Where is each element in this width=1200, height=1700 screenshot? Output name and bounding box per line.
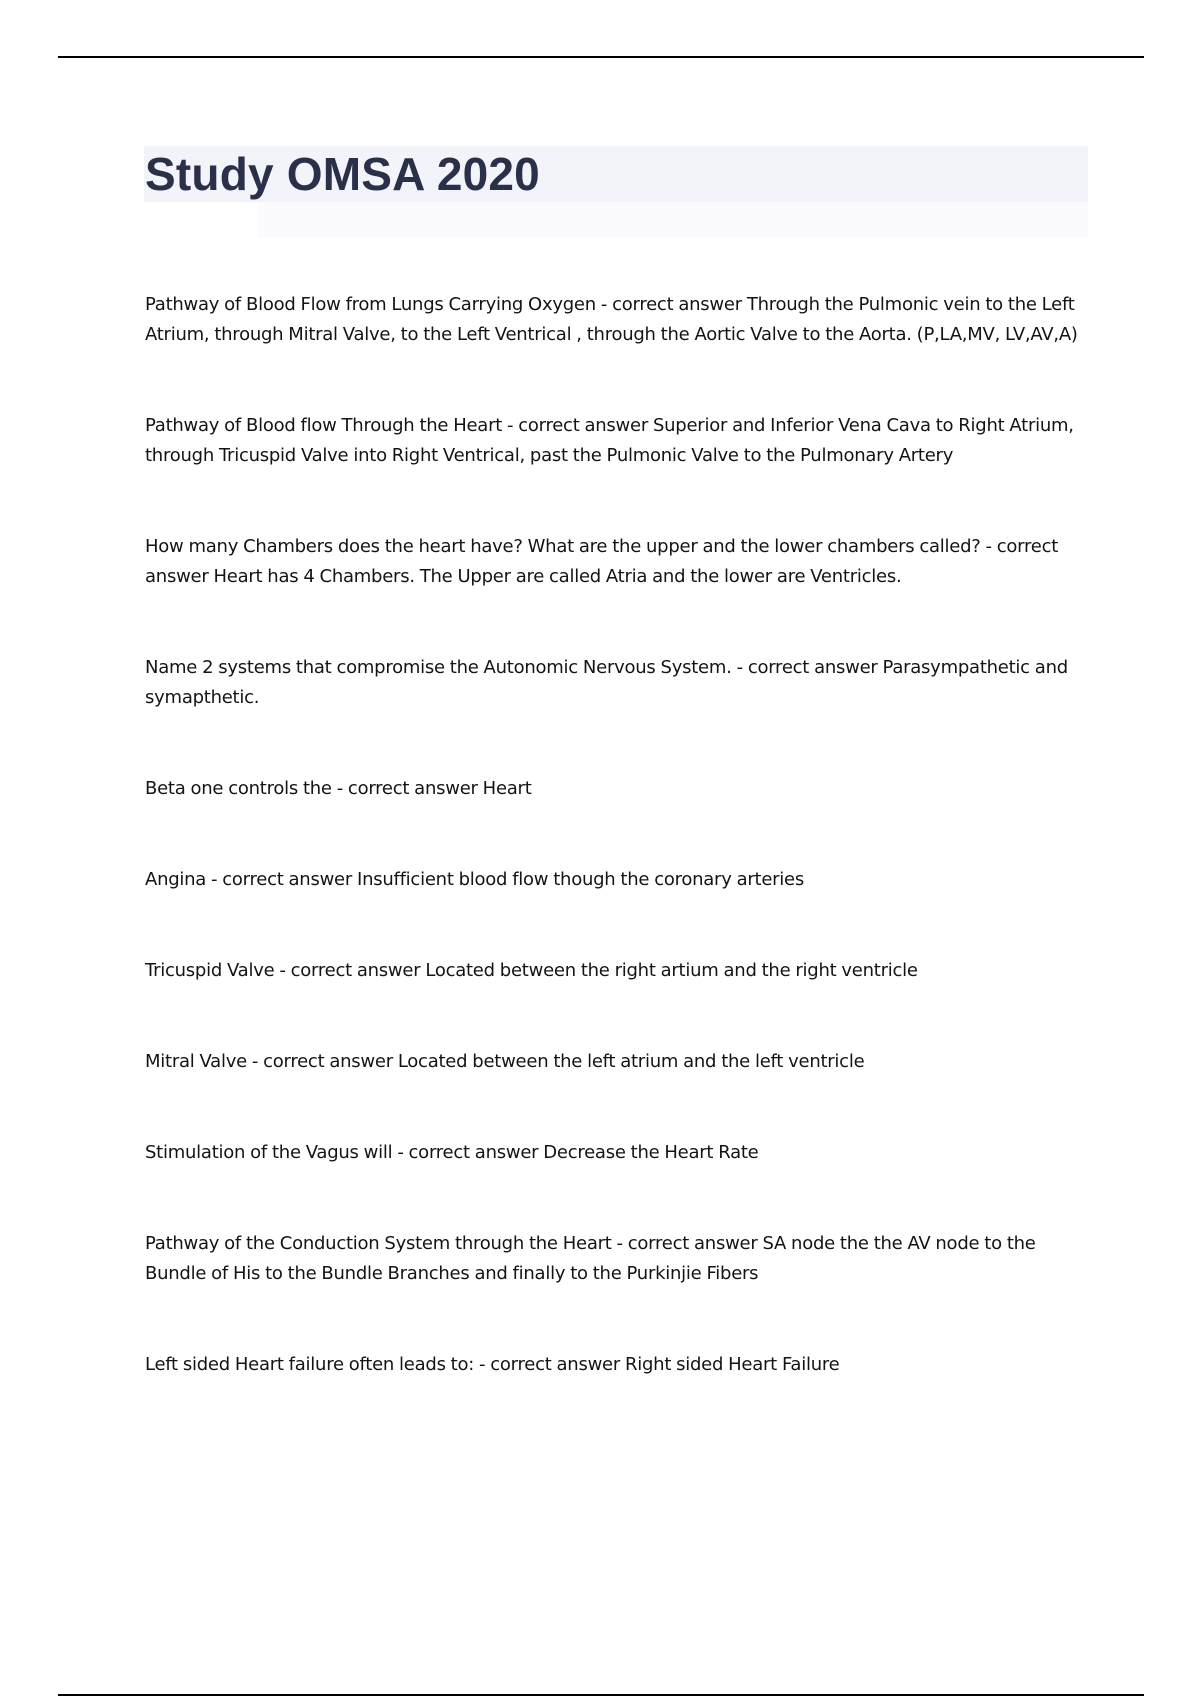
qa-item: Left sided Heart failure often leads to: - correct answer Right sided Heart Failure: [145, 1354, 840, 1375]
qa-item: Angina - correct answer Insufficient blood flow though the coronary arteries: [145, 869, 804, 890]
qa-item: Pathway of the Conduction System through the Heart - correct answer SA node the the AV node to the Bundle of His to the Bundle Branches and finally to the Purkinjie Fibers: [145, 1233, 1036, 1284]
qa-item: Tricuspid Valve - correct answer Located between the right artium and the right ventricle: [145, 960, 918, 981]
qa-item: Name 2 systems that compromise the Autonomic Nervous System. - correct answer Parasympathetic and symapthetic.: [145, 657, 1068, 708]
question-answer-list: [145, 290, 1095, 1441]
qa-item: Pathway of Blood Flow from Lungs Carrying Oxygen - correct answer Through the Pulmonic vein to the Left Atrium, through Mitral Valve, to the Left Ventrical , through the Aortic Valve to the Aorta. (P,LA,MV, LV,AV,A): [145, 294, 1078, 345]
qa-item: Mitral Valve - correct answer Located between the left atrium and the left ventricle: [145, 1051, 865, 1072]
qa-item: Pathway of Blood flow Through the Heart - correct answer Superior and Inferior Vena Cava to Right Atrium, through Tricuspid Valve into Right Ventrical, past the Pulmonic Valve to the Pulmonary Artery: [145, 415, 1074, 466]
bottom-divider: [58, 1694, 1144, 1696]
top-divider: [58, 56, 1144, 58]
qa-item: Stimulation of the Vagus will - correct answer Decrease the Heart Rate: [145, 1142, 759, 1163]
document-title: Study OMSA 2020: [145, 148, 540, 200]
title-background-shadow: [258, 202, 1088, 238]
qa-item: Beta one controls the - correct answer Heart: [145, 778, 532, 799]
qa-item: How many Chambers does the heart have? What are the upper and the lower chambers called? - correct answer Heart has 4 Chambers. The Upper are called Atria and the lower are Ventricles.: [145, 536, 1059, 587]
